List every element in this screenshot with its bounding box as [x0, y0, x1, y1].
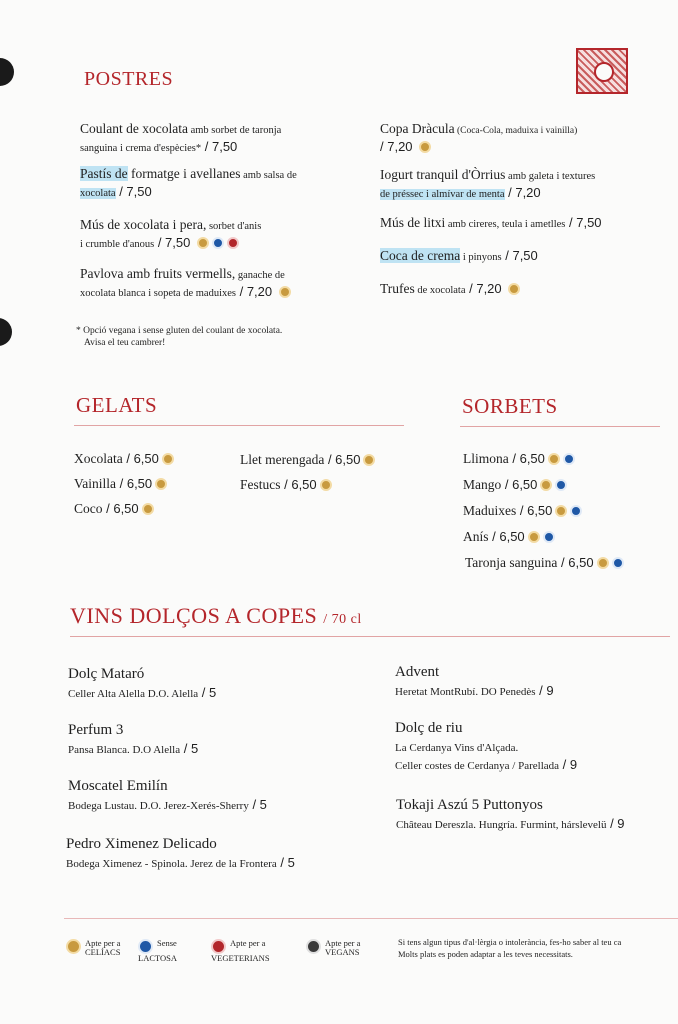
celiac-icon	[279, 286, 291, 298]
celiac-icon	[162, 453, 174, 465]
dessert-pavlova: Pavlova amb fruits vermells, ganache de xocolata blanca i sopeta de maduixes / 7,20	[80, 265, 291, 301]
celiac-icon	[508, 283, 520, 295]
vegan-note: * Opció vegana i sense gluten del coulant de xocolata. Avisa el teu cambrer!	[76, 326, 283, 349]
dessert-mus-litxi: Mús de litxi amb cireres, teula i ametlles / 7,50	[380, 215, 602, 230]
wine-item: Dolç Mataró Celler Alta Alella D.O. Alella / 5	[68, 666, 217, 701]
gelat-item: Xocolata / 6,50	[74, 450, 174, 468]
lactose-free-icon	[138, 939, 153, 954]
gelat-item: Vainilla / 6,50	[74, 475, 167, 493]
dessert-coulant: Coulant de xocolata amb sorbet de taronja sanguina i crema d'espècies* / 7,50	[80, 121, 282, 155]
wine-item: Moscatel Emilín Bodega Lustau. D.O. Jerez-Xerés-Sherry / 5	[68, 778, 267, 813]
sorbet-item: Maduixes / 6,50	[463, 502, 582, 520]
celiac-icon	[363, 454, 375, 466]
dessert-trufes: Trufes de xocolata / 7,20	[380, 280, 520, 298]
sorbet-item: Anís / 6,50	[463, 528, 555, 546]
celiac-icon	[320, 479, 332, 491]
gelat-item: Festucs / 6,50	[240, 476, 332, 494]
celiac-icon	[419, 141, 431, 153]
wine-item: Dolç de riu La Cerdanya Vins d'Alçada. Celler costes de Cerdanya / Parellada / 9	[395, 720, 578, 773]
sorbet-item: Taronja sanguina / 6,50	[465, 554, 624, 572]
restaurant-logo	[576, 48, 628, 94]
vegetarian-icon	[211, 939, 226, 954]
section-title-postres: POSTRES	[84, 68, 174, 90]
section-title-sorbets: SORBETS	[462, 394, 558, 418]
celiac-icon	[548, 453, 560, 465]
wine-item: Pedro Ximenez Delicado Bodega Ximenez - Spinola. Jerez de la Frontera / 5	[66, 836, 295, 871]
dessert-coca-crema: Coca de crema i pinyons / 7,50	[380, 248, 538, 263]
lactose-free-icon	[555, 479, 567, 491]
divider	[460, 426, 660, 427]
section-title-gelats: GELATS	[76, 393, 158, 417]
dessert-iogurt: Iogurt tranquil d'Òrrius amb galeta i textures de préssec i almívar de menta / 7,20	[380, 167, 596, 201]
wine-item: Perfum 3 Pansa Blanca. D.O Alella / 5	[68, 722, 199, 757]
legend-vegetarian: Apte per a VEGETERIANS	[211, 938, 270, 963]
sorbet-item: Mango / 6,50	[463, 476, 567, 494]
wine-item: Advent Heretat MontRubí. DO Penedès / 9	[395, 664, 554, 699]
celiac-icon	[155, 478, 167, 490]
lactose-free-icon	[212, 237, 224, 249]
celiac-icon	[197, 237, 209, 249]
celiac-icon	[597, 557, 609, 569]
celiac-icon	[528, 531, 540, 543]
celiac-icon	[142, 503, 154, 515]
section-title-vins: VINS DOLÇOS A COPES / 70 cl	[70, 603, 362, 628]
lactose-free-icon	[563, 453, 575, 465]
binder-hole-middle	[0, 318, 12, 346]
vegan-icon	[306, 939, 321, 954]
wine-item: Tokaji Aszú 5 Puttonyos Château Dereszla. Hungría. Furmint, hárslevelü / 9	[396, 797, 625, 832]
divider	[74, 425, 404, 426]
binder-hole-top	[0, 58, 14, 86]
celiac-icon	[66, 939, 81, 954]
lactose-free-icon	[612, 557, 624, 569]
sorbet-item: Llimona / 6,50	[463, 450, 575, 468]
gelat-item: Llet merengada / 6,50	[240, 451, 375, 469]
celiac-icon	[540, 479, 552, 491]
dessert-pastis: Pastís de formatge i avellanes amb salsa de xocolata / 7,50	[80, 166, 297, 200]
legend-lactose: Sense LACTOSA	[138, 938, 178, 963]
legend-celiac: Apte per a CELÍACS	[66, 939, 120, 957]
lactose-free-icon	[570, 505, 582, 517]
divider	[64, 918, 678, 919]
lactose-free-icon	[543, 531, 555, 543]
divider	[70, 636, 670, 637]
vegetarian-icon	[227, 237, 239, 249]
dessert-mus-xocolata: Mús de xocolata i pera, sorbet d'anis i crumble d'anous / 7,50	[80, 217, 262, 251]
allergy-note: Si tens algun tipus d'al·lèrgia o intolerància, fes-ho saber al teu ca Molts plats es poden adaptar a les teves necessitats.	[398, 937, 622, 959]
gelat-item: Coco / 6,50	[74, 500, 154, 518]
dessert-copa-dracula: Copa Dràcula (Coca-Cola, maduixa i vainilla) / 7,20	[380, 121, 578, 155]
legend-vegan: Apte per a VEGANS	[306, 939, 360, 957]
celiac-icon	[555, 505, 567, 517]
